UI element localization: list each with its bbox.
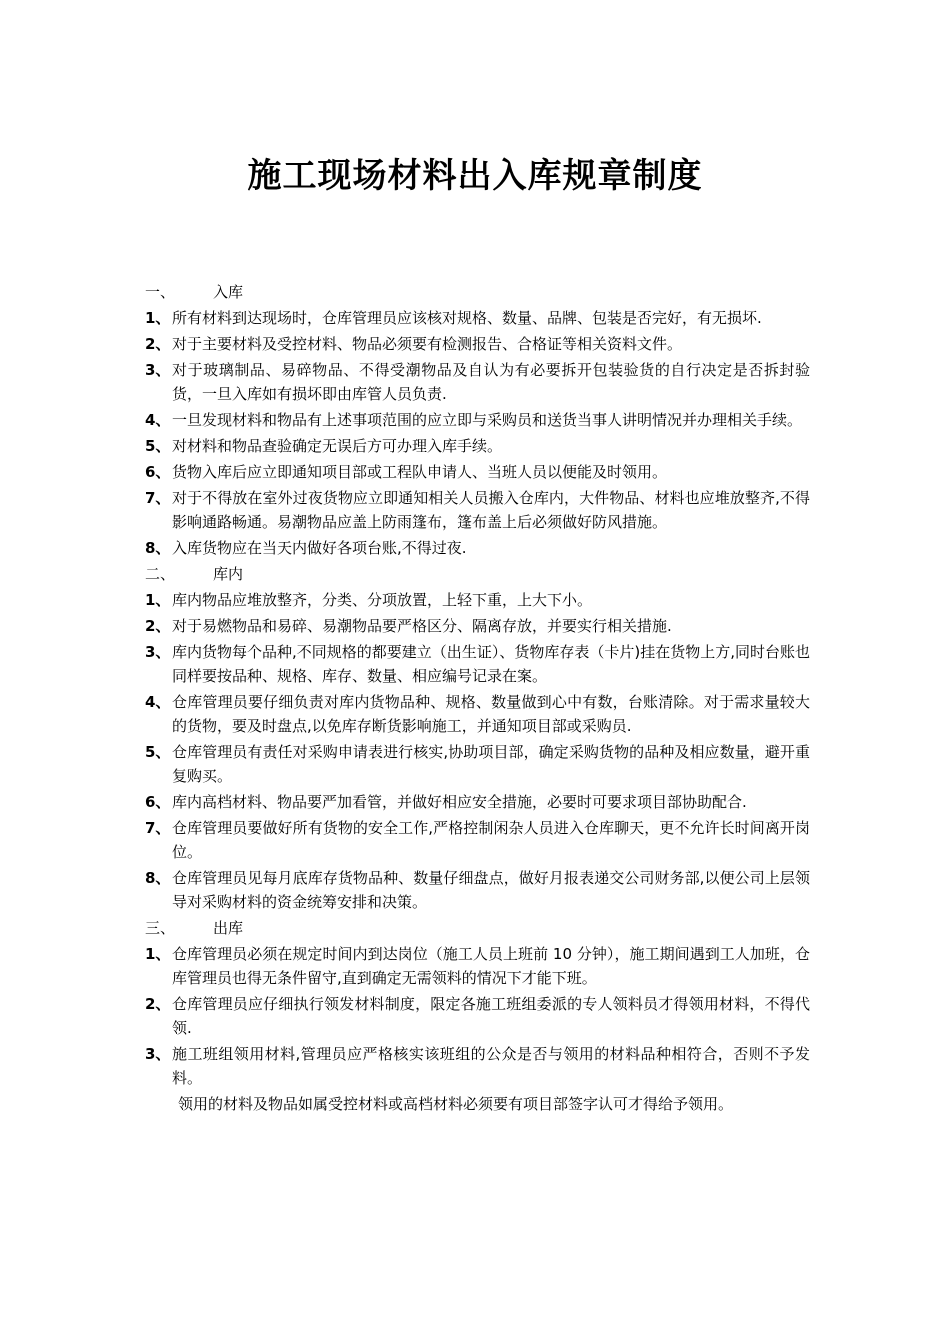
- document-body: [145, 280, 810, 1116]
- item-text: 库内物品应堆放整齐，分类、分项放置，上轻下重，上大下小。: [172, 591, 593, 609]
- item-number: 2、: [145, 995, 171, 1013]
- section-heading: [145, 562, 810, 586]
- list-item: [145, 408, 810, 432]
- item-number: 1、: [145, 309, 171, 327]
- item-text: 仓库管理员应仔细执行领发材料制度，限定各施工班组委派的专人领料员才得领用材料，不得代领.: [172, 995, 810, 1037]
- item-text: 对于易燃物品和易碎、易潮物品要严格区分、隔离存放，并要实行相关措施.: [172, 617, 672, 635]
- list-item: [145, 536, 810, 560]
- list-item: [145, 1042, 810, 1090]
- list-item: [145, 790, 810, 814]
- closing-paragraph: 领用的材料及物品如属受控材料或高档材料必须要有项目部签字认可才得给予领用。: [178, 1095, 734, 1113]
- item-text: 对于不得放在室外过夜货物应立即通知相关人员搬入仓库内，大件物品、材料也应堆放整齐,不得影响通路畅通。易潮物品应盖上防雨篷布，篷布盖上后必须做好防风措施。: [172, 489, 810, 531]
- item-text: 仓库管理员要做好所有货物的安全工作,严格控制闲杂人员进入仓库聊天，更不允许长时间离开岗位。: [172, 819, 810, 861]
- item-text: 库内高档材料、物品要严加看管，并做好相应安全措施，必要时可要求项目部协助配合.: [172, 793, 747, 811]
- list-item: [145, 640, 810, 688]
- list-item: [145, 332, 810, 356]
- section-heading: [145, 280, 810, 304]
- item-text: 仓库管理员见每月底库存货物品种、数量仔细盘点，做好月报表递交公司财务部,以便公司上层领导对采购材料的资金统筹安排和决策。: [172, 869, 810, 911]
- item-text: 对材料和物品查验确定无误后方可办理入库手续。: [172, 437, 503, 455]
- item-text: 所有材料到达现场时，仓库管理员应该核对规格、数量、品牌、包装是否完好，有无损坏.: [172, 309, 762, 327]
- item-number: 8、: [145, 539, 171, 557]
- section-title: 出库: [213, 919, 244, 937]
- list-item: [145, 740, 810, 788]
- item-number: 5、: [145, 743, 171, 761]
- list-item: [145, 358, 810, 406]
- list-item: [145, 486, 810, 534]
- item-number: 3、: [145, 361, 171, 379]
- item-number: 5、: [145, 437, 171, 455]
- item-text: 仓库管理员有责任对采购申请表进行核实,协助项目部，确定采购货物的品种及相应数量，避开重复购买。: [172, 743, 810, 785]
- item-number: 1、: [145, 945, 171, 963]
- list-item: [145, 992, 810, 1040]
- item-number: 7、: [145, 819, 171, 837]
- list-item: [145, 690, 810, 738]
- item-number: 3、: [145, 1045, 171, 1063]
- list-item: [145, 306, 810, 330]
- item-number: 3、: [145, 643, 171, 661]
- section-title: 入库: [213, 283, 244, 301]
- section-number: 二、: [145, 565, 176, 583]
- document-title: 施工现场材料出入库规章制度: [247, 156, 703, 196]
- item-number: 2、: [145, 617, 171, 635]
- item-number: 4、: [145, 411, 171, 429]
- list-item: [145, 434, 810, 458]
- item-text: 仓库管理员要仔细负责对库内货物品种、规格、数量做到心中有数，台账清除。对于需求量较大的货物，要及时盘点,以免库存断货影响施工，并通知项目部或采购员.: [172, 693, 810, 735]
- item-text: 库内货物每个品种,不同规格的都要建立（出生证）、货物库存表（卡片)挂在货物上方,同时台账也同样要按品种、规格、库存、数量、相应编号记录在案。: [172, 643, 810, 685]
- section-number: 一、: [145, 283, 176, 301]
- item-number: 6、: [145, 463, 171, 481]
- item-number: 8、: [145, 869, 171, 887]
- item-text: 入库货物应在当天内做好各项台账,不得过夜.: [172, 539, 467, 557]
- item-number: 7、: [145, 489, 171, 507]
- item-text: 一旦发现材料和物品有上述事项范围的应立即与采购员和送货当事人讲明情况并办理相关手续。: [172, 411, 803, 429]
- item-number: 6、: [145, 793, 171, 811]
- list-item: [145, 866, 810, 914]
- list-item: [145, 942, 810, 990]
- item-text: 货物入库后应立即通知项目部或工程队申请人、当班人员以便能及时领用。: [172, 463, 668, 481]
- item-text: 对于主要材料及受控材料、物品必须要有检测报告、合格证等相关资料文件。: [172, 335, 683, 353]
- item-number: 2、: [145, 335, 171, 353]
- item-text: 仓库管理员必须在规定时间内到达岗位（施工人员上班前 10 分钟），施工期间遇到工人加班，仓库管理员也得无条件留守,直到确定无需领料的情况下才能下班。: [172, 945, 810, 987]
- list-item: [145, 614, 810, 638]
- item-number: 4、: [145, 693, 171, 711]
- item-text: 施工班组领用材料,管理员应严格核实该班组的公众是否与领用的材料品种相符合，否则不予发料。: [172, 1045, 810, 1087]
- list-item: [145, 816, 810, 864]
- list-item: [145, 460, 810, 484]
- section-heading: [145, 916, 810, 940]
- list-item: [145, 588, 810, 612]
- section-number: 三、: [145, 919, 176, 937]
- section-title: 库内: [213, 565, 244, 583]
- item-number: 1、: [145, 591, 171, 609]
- item-text: 对于玻璃制品、易碎物品、不得受潮物品及自认为有必要拆开包装验货的自行决定是否拆封验货，一旦入库如有损坏即由库管人员负责.: [172, 361, 810, 403]
